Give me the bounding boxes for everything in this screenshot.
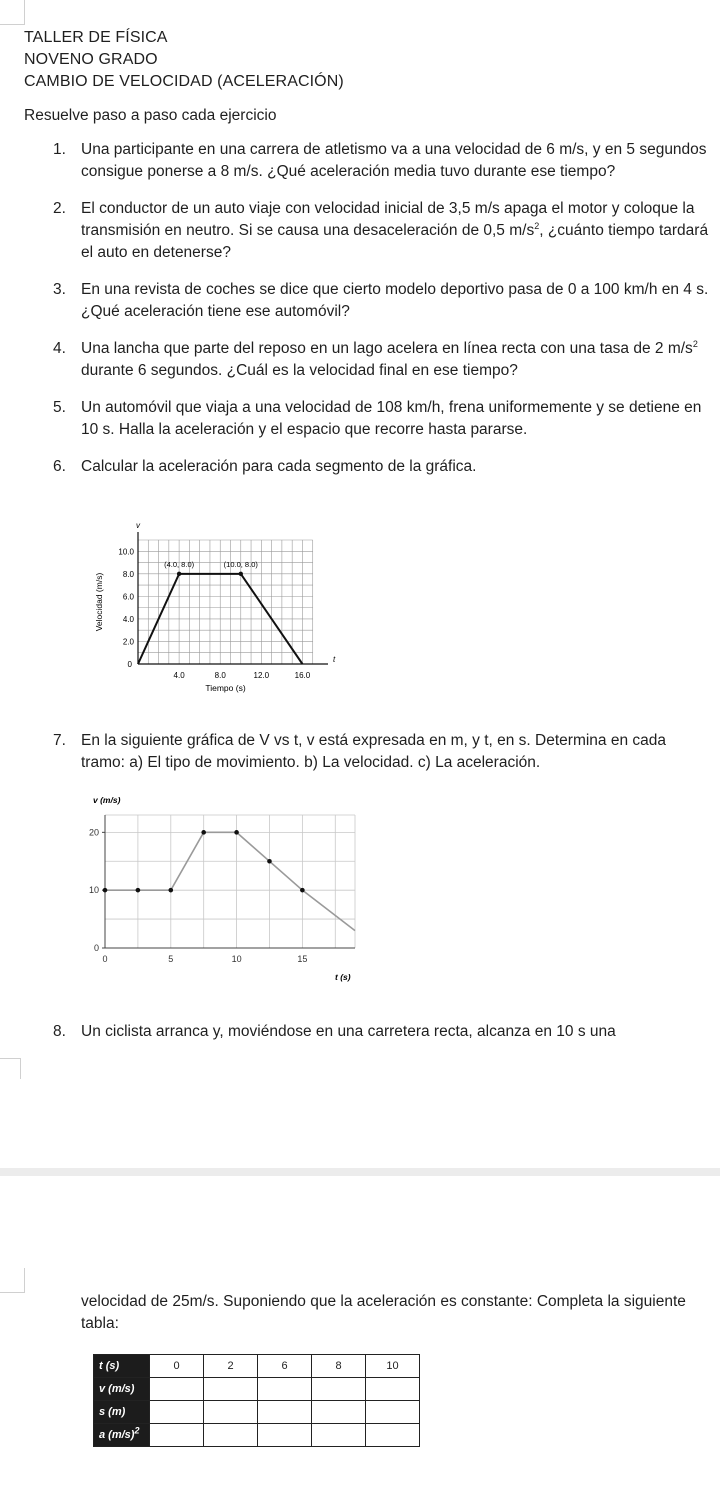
exercise-number: 3. [53,281,66,298]
exercise-text: Un automóvil que viaja a una velocidad de 108 km/h, frena uniformemente y se detiene en 10 s. Halla la aceleración y el espacio que recorre hasta pararse. [81,399,702,438]
table-cell: 8 [312,1355,366,1378]
point-annotation: (4.0, 8.0) [164,559,195,569]
y-tick-label: 10 [88,885,99,896]
exercise-number: 4. [53,340,66,357]
y-tick-label: 10.0 [118,547,134,557]
table-cell: 0 [150,1355,204,1378]
x-tick-label: 10 [231,954,242,964]
exercise-7 [24,730,714,774]
worksheet-grade: NOVENO GRADO [24,51,158,68]
y-axis-label: Velocidad (m/s) [94,572,104,632]
data-point [136,888,141,893]
y-tick-label: 6.0 [122,592,134,602]
exercise-number: 5. [53,399,66,416]
exercise-number: 1. [53,141,66,158]
table-cell: 10 [366,1355,420,1378]
data-point [239,572,243,576]
x-tick-label: 4.0 [173,671,185,680]
table-cell-empty[interactable] [312,1424,366,1447]
table-cell-empty[interactable] [204,1401,258,1424]
exercise-8-continuation: velocidad de 25m/s. Suponiendo que la aceleración es constante: Completa la siguiente tabla: [81,1293,686,1332]
x-tick-label: 0 [102,954,108,964]
x-tick-label: 15 [297,954,308,964]
exercise-7-block [24,730,714,789]
exponent: 2 [134,1425,140,1436]
y-tick-label: 4.0 [122,614,134,624]
y-tick-label: 2.0 [122,637,134,647]
exercise-4 [24,338,714,382]
exercise-list [24,139,714,478]
exercise-1 [24,139,714,183]
row-header-acceleration [94,1424,150,1447]
exercise-text: Una participante en una carrera de atletismo va a una velocidad de 6 m/s, y en 5 segundos consigue ponerse a 8 m/s. ¿Qué aceleración media tuvo durante ese tiempo? [81,141,707,180]
crop-mark-top [0,0,25,25]
y-tick-label: 0 [93,943,99,953]
worksheet-title: TALLER DE FÍSICA [24,29,168,46]
worksheet-topic: CAMBIO DE VELOCIDAD (ACELERACIÓN) [24,73,344,90]
row-header-text: a (m/s) [99,1429,135,1441]
exercise-2 [24,198,714,264]
table-cell-empty[interactable] [312,1378,366,1401]
exercise-text: El conductor de un auto viaje con velocidad inicial de 3,5 m/s apaga el motor y coloque la transmisión en neutro. Si se causa una desaceleración de 0,5 m/s [81,200,695,239]
chart-velocity-time-2 [80,790,370,990]
exercise-8 [24,1021,714,1043]
exercise-5 [24,397,714,441]
x-tick-label: 5 [168,954,174,964]
exercise-number: 7. [53,732,66,749]
table-cell-empty[interactable] [258,1424,312,1447]
y-axis-symbol: v [136,521,140,530]
exercise-text: Calcular la aceleración para cada segmento de la gráfica. [81,458,477,475]
exercise-3 [24,279,714,323]
table-cell: 2 [204,1355,258,1378]
chart-velocity-time-1 [88,520,348,705]
x-tick-label: 12.0 [253,671,270,680]
table-cell-empty[interactable] [204,1378,258,1401]
exponent: 2 [692,338,698,349]
table-row [94,1355,420,1378]
x-tick-label: 16.0 [294,671,311,680]
crop-mark-bottom [0,1268,25,1293]
table-row [94,1401,420,1424]
exercise-text: En una revista de coches se dice que cierto modelo deportivo pasa de 0 a 100 km/h en 4 s. ¿Qué aceleración tiene ese automóvil? [81,281,709,320]
exercise-text: Un ciclista arranca y, moviéndose en una carretera recta, alcanza en 10 s una [81,1023,616,1040]
exercise-8-block [24,1021,714,1058]
zero-tick-label: 0 [127,660,132,669]
page-break [0,1168,720,1176]
data-point [234,830,239,835]
table-cell-empty[interactable] [150,1401,204,1424]
chart-2-svg [80,790,370,990]
y-axis-label: v (m/s) [93,795,121,805]
exercise-number: 6. [53,458,66,475]
crop-mark-mid [0,1058,21,1079]
row-header-distance: s (m) [94,1401,150,1424]
continuation-block [81,1291,714,1335]
data-point [201,830,206,835]
data-table [93,1354,420,1447]
x-axis-label: t (s) [335,972,351,982]
worksheet-text [24,27,714,493]
y-tick-label: 20 [88,827,99,838]
x-axis-label: Tiempo (s) [205,683,246,693]
x-axis-symbol: t [333,655,336,664]
x-tick-label: 8.0 [214,671,226,680]
exercise-text-cont: durante 6 segundos. ¿Cuál es la velocidad final en ese tiempo? [81,362,518,379]
table-cell-empty[interactable] [258,1378,312,1401]
exercise-6 [24,456,714,478]
chart-1-svg [88,520,348,705]
exercise-text-cont: , ¿cuánto tiempo tardará el auto en detenerse? [81,222,709,261]
table-cell-empty[interactable] [312,1401,366,1424]
exponent: 2 [534,220,540,231]
exercise-list-2 [24,730,714,774]
table-cell-empty[interactable] [150,1378,204,1401]
table-cell-empty[interactable] [366,1378,420,1401]
exercise-number: 2. [53,200,66,217]
exercise-text: En la siguiente gráfica de V vs t, v está expresada en m, y t, en s. Determina en cada tramo: a) El tipo de movimiento. b) La velocidad. c) La aceleración. [81,732,667,771]
table-cell-empty[interactable] [204,1424,258,1447]
point-annotation: (10.0, 8.0) [223,559,258,569]
table-cell-empty[interactable] [258,1401,312,1424]
exercise-list-3 [24,1021,714,1043]
data-point [168,888,173,893]
data-point [177,572,181,576]
exercise-text: Una lancha que parte del reposo en un lago acelera en línea recta con una tasa de 2 m/s [81,340,693,357]
data-point [300,888,305,893]
row-header-velocity: v (m/s) [94,1378,150,1401]
y-tick-label: 8.0 [122,569,134,579]
table-row [94,1378,420,1401]
row-header-time: t (s) [94,1355,150,1378]
table-cell: 6 [258,1355,312,1378]
instructions: Resuelve paso a paso cada ejercicio [24,107,277,124]
table-row [94,1424,420,1447]
table-cell-empty[interactable] [366,1401,420,1424]
table-cell-empty[interactable] [366,1424,420,1447]
series-line [105,832,355,930]
data-point [267,859,272,864]
data-point [103,888,108,893]
table-cell-empty[interactable] [150,1424,204,1447]
exercise-number: 8. [53,1023,66,1040]
